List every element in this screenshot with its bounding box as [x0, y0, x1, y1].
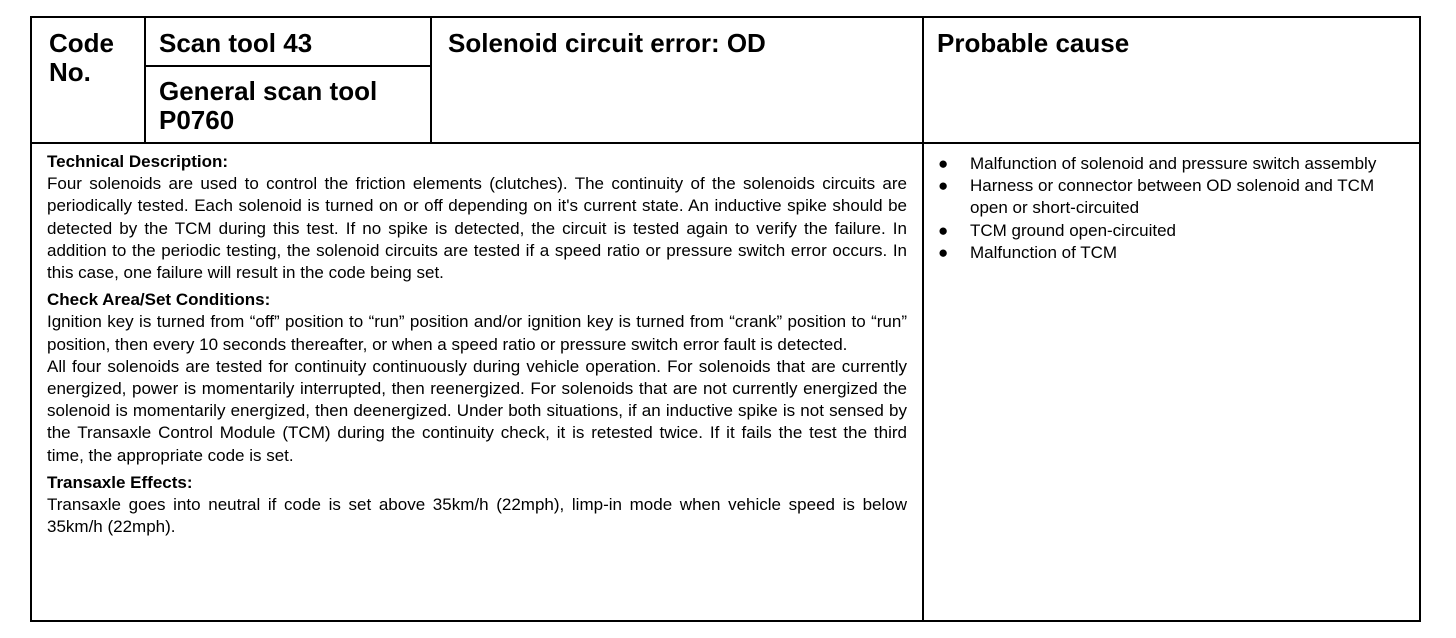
- bullet-icon: ●: [938, 242, 949, 262]
- general-scan-tool-line1: General scan tool: [159, 76, 378, 106]
- cause-text: Malfunction of solenoid and pressure switch assembly: [970, 154, 1377, 173]
- transaxle-effects-title: Transaxle Effects:: [47, 472, 193, 492]
- list-item: [938, 242, 1406, 264]
- scan-tool-text: Scan tool 43: [159, 28, 313, 58]
- technical-description-text: Four solenoids are used to control the friction elements (clutches). The continuity of the solenoids circuits are periodically tested. Each solenoid is turned on or off depending on it's current state. An inductive spike should be detected by the TCM during this test. If no spike is detected, the circuit is tested again to verify the failure. In addition to the periodic testing, the solenoid circuits are tested if a speed ratio or pressure switch error occurs. In this case, one failure will result in the code being set.: [47, 174, 907, 283]
- scan-tool-divider: [144, 65, 432, 67]
- general-scan-tool-line2: P0760: [159, 105, 235, 135]
- probable-cause-header: [937, 29, 1129, 58]
- column-divider-main: [922, 18, 924, 620]
- bullet-icon: ●: [938, 154, 949, 173]
- transaxle-effects-text: Transaxle goes into neutral if code is set above 35km/h (22mph), limp-in mode when vehicle speed is below 35km/h (22mph).: [47, 495, 907, 537]
- code-label-line1: Code: [49, 28, 114, 58]
- probable-cause-label: Probable cause: [937, 28, 1130, 58]
- list-item: [938, 175, 1406, 219]
- code-number-label: [49, 29, 114, 87]
- bullet-icon: ●: [938, 176, 949, 196]
- bullet-icon: ●: [938, 220, 949, 240]
- code-label-line2: No.: [49, 57, 91, 87]
- scan-tool-code: [159, 29, 312, 58]
- header-divider: [32, 142, 1419, 144]
- dtc-table: [30, 16, 1421, 622]
- dtc-title: [448, 29, 766, 58]
- dtc-title-text: Solenoid circuit error: OD: [448, 28, 766, 58]
- cause-text: TCM ground open-circuited: [970, 220, 1176, 240]
- probable-cause-column: [938, 153, 1406, 264]
- description-column: [47, 151, 907, 538]
- column-divider-scan-tool: [430, 18, 432, 142]
- check-area-text-2: All four solenoids are tested for continuity continuously during vehicle operation. For solenoids that are currently energized, power is momentarily interrupted, then reenergized. For solenoids that are not currently energized the solenoid is momentarily energized, then deenergized. Under both situations, if an inductive spike is not sensed by the Transaxle Control Module (TCM) during the continuity check, it is retested twice. If it fails the test the third time, the appropriate code is set.: [47, 356, 907, 465]
- general-scan-tool-code: [159, 77, 377, 135]
- list-item: [938, 220, 1406, 242]
- list-item: [938, 153, 1406, 175]
- technical-description-title: Technical Description:: [47, 152, 229, 171]
- check-area-text-1: Ignition key is turned from “off” position to “run” position and/or ignition key is turned from “crank” position to “run” position, then every 10 seconds thereafter, or when a speed ratio or pressure switch error fault is detected.: [47, 312, 907, 354]
- column-divider-code: [144, 18, 146, 142]
- check-area-title: Check Area/Set Conditions:: [47, 290, 271, 310]
- cause-text: Malfunction of TCM: [970, 242, 1118, 262]
- cause-text: Harness or connector between OD solenoid and TCM open or short-circuited: [970, 176, 1375, 218]
- probable-cause-list: [938, 153, 1406, 264]
